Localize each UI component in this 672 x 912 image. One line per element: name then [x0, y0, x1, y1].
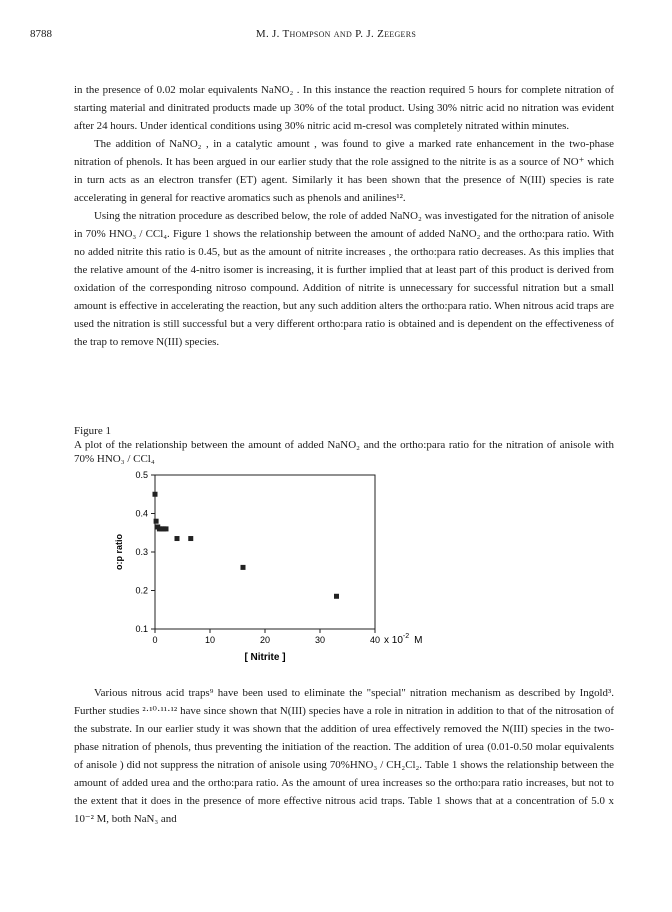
y-axis-ticks: [135, 470, 155, 634]
figure-label: Figure 1: [74, 425, 111, 437]
figure-caption: A plot of the relationship between the amount of added NaNO₂ and the ortho:para ratio for the nitration of anisole with 70% HNO₃ / CCl₄: [74, 439, 614, 465]
running-header-authors: M. J. Thompson and P. J. Zeegers: [255, 28, 417, 40]
data-point: [241, 565, 246, 570]
data-point: [188, 536, 193, 541]
x-tick-label: 40: [369, 635, 381, 645]
body-text-bottom: [74, 684, 614, 828]
scatter-plot: [100, 465, 480, 670]
figure-caption-block: [74, 424, 614, 466]
x-tick-label: 10: [204, 635, 216, 645]
x-unit-suffix: M: [414, 635, 423, 646]
data-point: [164, 526, 169, 531]
x-tick-label: 30: [314, 635, 326, 645]
data-point: [154, 519, 159, 524]
y-tick-label: 0.5: [135, 470, 148, 480]
data-point: [175, 536, 180, 541]
paragraph-traps: Various nitrous acid traps⁹ have been used to eliminate the "special" nitration mechanism as described by Ingold³. Further studies ²·¹⁰·¹¹·¹² have since shown that N(III) species have a role in nitration in addition to that of the nitrosation of the substrate. In our earlier study it was shown that the addition of urea effectively removed the N(III) species in the two-phase nitration of phenols, thus preventing the initiation of the reaction. The addition of urea (0.01-0.50 molar equivalents of anisole ) did not suppress the nitration of anisole using 70%HNO₃ / CH₂Cl₂. Table 1 shows the relationship between the amount of added urea and the ortho:para ratio. As the amount of urea increases so the ortho:para ratio increases, but not to the extent that it does in the presence of more effective nitrous acid traps. Table 1 shows that at a concentration of 5.0 x 10⁻² M, both NaN₃ and: [74, 687, 614, 825]
x-unit-exponent: -2: [402, 633, 410, 640]
y-tick-label: 0.2: [135, 585, 148, 596]
y-tick-label: 0.4: [135, 508, 148, 519]
plot-frame: [155, 475, 375, 629]
paragraph-anisole: Using the nitration procedure as described below, the role of added NaNO₂ was investigated for the nitration of anisole in 70% HNO₃ / CCl₄. Figure 1 shows the relationship between the amount of added NaNO₂ and the ortho:para ratio. With no added nitrite this ratio is 0.45, but as the amount of nitrite increases , the ortho:para ratio decreases. As this implies that the relative amount of the 4-nitro isomer is increasing, it is further implied that at least part of this product is derived from oxidation of the corresponding nitroso compound. Addition of nitrite is unnecessary for successful nitration but a small amount is effective in accelerating the reaction, but any such addition alters the ortho:para ratio. When nitrous acid traps are used the nitration is still successful but a very different ortho:para ratio is obtained and is dependent on the effectiveness of the trap to remove N(III) species.: [74, 210, 614, 348]
body-text-top: [74, 81, 614, 351]
x-tick-label: 0: [152, 635, 158, 645]
paragraph-nitrite: The addition of NaNO₂ , in a catalytic amount , was found to give a marked rate enhancement in the two-phase nitration of phenols. It has been argued in our earlier study that the role assigned to the nitrite is as a source of NO⁺ which in turn acts as an electron transfer (ET) agent. Similarly it has been shown that the presence of N(III) species is rate accelerating in general for reactive aromatics such as phenols and anilines¹².: [74, 138, 614, 204]
data-point: [334, 594, 339, 599]
data-points: [153, 492, 340, 599]
y-tick-label: 0.3: [135, 547, 148, 557]
x-unit-factor: x 10: [384, 635, 403, 646]
paragraph-intro: in the presence of 0.02 molar equivalents NaNO₂ . In this instance the reaction required 5 hours for complete nitration of starting material and dinitrated products made up 30% of the total product. Using 30% nitric acid no nitration was evident after 24 hours. Under identical conditions using 30% nitric acid m-cresol was completely nitrated within minutes.: [74, 84, 614, 132]
x-tick-label: 20: [259, 635, 271, 645]
y-tick-label: 0.1: [135, 624, 148, 634]
x-axis-unit: [384, 633, 422, 646]
x-axis-ticks: [152, 629, 380, 645]
data-point: [153, 492, 158, 497]
page-number: 8788: [30, 28, 52, 40]
x-axis-label: [ Nitrite ]: [244, 652, 286, 663]
y-axis-label: o:p ratio: [114, 534, 124, 570]
